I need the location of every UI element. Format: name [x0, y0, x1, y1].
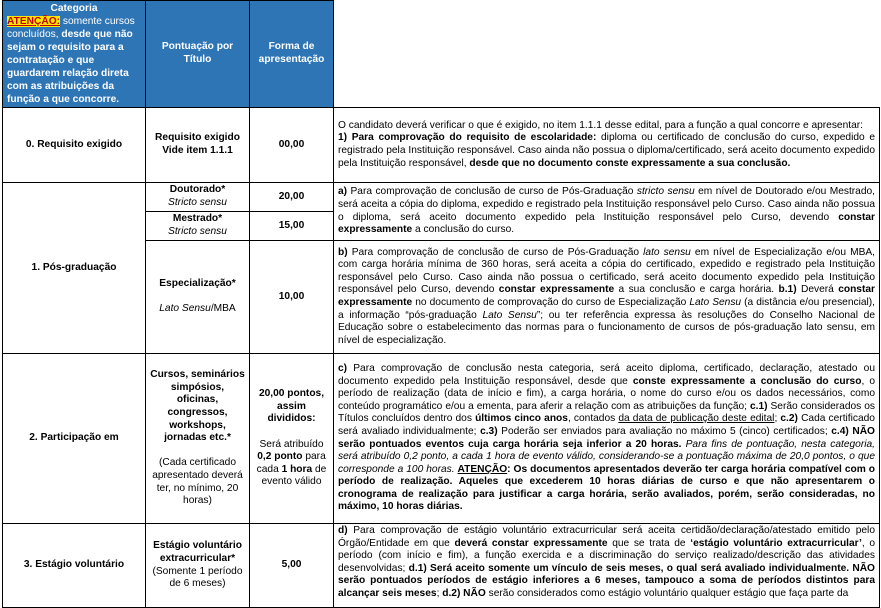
row-doutorado: [3, 183, 880, 212]
desc-requisito: [334, 108, 880, 183]
desc-text: Serão considerados os Títulos concluídos dentro dos: [338, 400, 875, 425]
row-requisito: [3, 108, 880, 183]
desc-text: , o período de realização (data de início e fim), a carga horária, o nome do curso e/ou os dados necessários, como conteúdo programático e/ou a ementa, para aferir a relação com as atribuições da função;: [338, 375, 876, 412]
category-requisito: 0. Requisito exigido: [3, 108, 146, 183]
title-text: Estágio voluntário extracurricular*: [153, 540, 242, 564]
points-text: 0,2 ponto: [257, 451, 303, 463]
title-mestrado: [146, 212, 250, 241]
desc-text: Cada certificado será avaliado individualmente;: [338, 413, 875, 437]
title-text: Cursos, seminários simpósios, oficinas, congressos, workshops, jornadas etc.*: [150, 369, 245, 444]
desc-participacao: [334, 354, 880, 524]
desc-text: a conclusão do curso.: [412, 224, 515, 236]
desc-text: a sua conclusão e carga horária.: [614, 284, 779, 296]
desc-stricto-sensu: [334, 183, 880, 241]
header-row: [3, 1, 880, 108]
points-mestrado: 15,00: [250, 212, 334, 241]
category-participacao: 2. Participação em: [3, 354, 146, 524]
desc-text: ;: [436, 587, 443, 599]
desc-text: em nível de Especialização e/ou MBA, com carga horária mínima de 360 horas, será aceita a cópia do certificado, expedido e registrado pela Instituição responsável pelo Curso. Caso ainda não possua o certificado, será aceito documento expedido pela Instituição responsável pelo Curso, devendo: [338, 246, 876, 296]
desc-text: c.1): [749, 400, 768, 412]
title-sub: /MBA: [210, 303, 236, 315]
attention-label: ATENÇÃO:: [7, 16, 61, 27]
desc-estagio: [334, 524, 880, 608]
title-participacao: [146, 354, 250, 524]
desc-text: stricto sensu: [636, 186, 695, 198]
points-doutorado: 20,00: [250, 183, 334, 212]
desc-text: Deverá: [796, 284, 839, 296]
points-text: 20,00 pontos, assim divididos:: [258, 388, 325, 425]
header-form: Forma de apresentação: [250, 1, 334, 108]
desc-text: c.2): [780, 413, 798, 425]
desc-text: Será aceito somente um vínculo de seis meses, o qual será avaliado individualmente. NÃO serão pontuados períodos de estágio inferiores a 6 meses, tampouco a soma de períodos distintos para alcançar seis meses: [338, 562, 875, 599]
title-sub: Stricto sensu: [168, 226, 227, 237]
desc-text: c.4) NÃO serão pontuados eventos cuja carga horária seja inferior a 20 horas.: [338, 425, 875, 450]
title-sub: Lato Sensu: [159, 303, 211, 315]
row-participacao: [3, 354, 880, 524]
desc-text: , contados: [567, 413, 619, 425]
points-text: para cada: [256, 451, 326, 475]
desc-text: Para fins de pontuação, nesta categoria, será atribuído 0,2 ponto, a cada 1 hora de evento válido, considerando-se a pontuação máxima de 20,0 pontos, o que corresponde a 100 horas.: [338, 438, 875, 475]
desc-text: que se trata de: [607, 537, 691, 549]
desc-text: em nível de Doutorado e/ou Mestrado, será aceita a cópia do diploma, expedido e registrado pela Instituição responsável pelo Curso. Caso ainda não possua o diploma, será aceito documento expedido pela Instituição responsável pelo Curso, devendo: [338, 186, 876, 223]
title-especializacao: [146, 241, 250, 354]
desc-text: : Os documentos apresentados deverão ter carga horária compatível com o período de realização. Aqueles que excederem 10 horas diárias de curso e que não apresentarem o cronograma de realização para justificar a carga horária, serão avaliados, porém, serão consideradas, no máximo, 10 horas diárias.: [338, 463, 875, 513]
desc-text: ‘estágio voluntário extracurricular’: [690, 537, 862, 549]
desc-text: c.3): [480, 425, 498, 437]
points-text: Será atribuído: [259, 438, 324, 450]
desc-text: Para comprovação de estágio voluntário extracurricular será aceita certidão/declaração/atestado emitido pelo Órgão/Entidade em que: [338, 525, 875, 549]
title-estagio: [146, 524, 250, 608]
header-note-1: somente cursos concluídos,: [7, 16, 135, 40]
desc-text: deverá constar expressamente: [454, 537, 608, 549]
desc-text: 1) Para comprovação do requisito de escolaridade:: [338, 132, 597, 144]
desc-text: (a distância e/ou presencial), a informação “pós-graduação: [338, 297, 876, 321]
title-text: Especialização*: [159, 278, 236, 290]
points-text: de evento válido: [261, 463, 327, 488]
desc-text: d.1): [408, 562, 427, 574]
desc-text: conste expressamente a conclusão do curso: [632, 375, 862, 387]
desc-text: constar expressamente: [338, 284, 875, 308]
desc-text: diploma ou certificado de conclusão do curso, expedido e registrado pela Instituição responsável. Caso ainda não possua o diploma/certificado, será aceito documento expedido pela Instituição responsável,: [338, 132, 875, 169]
title-sub: Stricto sensu: [168, 197, 227, 208]
title-text: Doutorado*: [169, 184, 226, 196]
points-estagio: 5,00: [250, 524, 334, 608]
desc-text: c): [338, 362, 348, 374]
title-text: Mestrado*: [172, 213, 223, 225]
desc-text: Lato Sensu: [689, 297, 742, 308]
header-category-title: Categoria: [50, 3, 98, 14]
desc-text: b): [338, 246, 348, 258]
desc-text: ;: [774, 413, 781, 425]
row-estagio: [3, 524, 880, 608]
desc-lato-sensu: [334, 241, 880, 354]
desc-text: ATENÇÃO: [457, 463, 508, 475]
desc-text: serão considerados como estágio voluntário qualquer estágio que faça parte da: [485, 587, 849, 599]
desc-text: ”; ou ter referência expressa às resoluções do Conselho Nacional de Educação sobre o estabelecimento das normas para o funcionamento de cursos de pós-graduação lato sensu, em nível de especialização.: [338, 309, 875, 346]
title-requisito: Requisito exigido Vide item 1.1.1: [146, 108, 250, 183]
desc-text: Lato Sensu: [482, 309, 537, 321]
title-doutorado: [146, 183, 250, 212]
desc-text: b.1): [778, 284, 797, 296]
desc-text: constar expressamente: [498, 284, 615, 296]
header-note-2: desde que não sejam o requisito para a contratação e que guardarem relação direta com as atribuições da função a que concorre.: [7, 29, 133, 105]
titles-table: [2, 0, 880, 608]
category-estagio: 3. Estágio voluntário: [3, 524, 146, 608]
points-participacao: [250, 354, 334, 524]
points-text: 1 hora: [281, 463, 313, 475]
desc-text: d): [338, 525, 348, 536]
desc-text: últimos cinco anos: [475, 413, 568, 425]
desc-text: d.2) NÃO: [442, 587, 486, 599]
desc-text: lato sensu: [643, 246, 691, 258]
desc-text: constar expressamente: [338, 211, 875, 236]
desc-text: , o período (com início e fim), a função exercida e a discriminação do serviço realizado/descrição das atividades desenvolvidas;: [338, 537, 875, 574]
title-note: (Somente 1 período de 6 meses): [152, 565, 243, 590]
title-note: (Cada certificado apresentado deverá ter, no mínimo, 20 horas): [152, 457, 243, 507]
desc-text: Poderão ser enviados para avaliação no máximo 5 (cinco) certificados;: [497, 425, 832, 437]
desc-text: da data de publicação deste edital: [618, 413, 775, 425]
points-requisito: 00,00: [250, 108, 334, 183]
desc-text: O candidato deverá verificar o que é exigido, no item 1.1.1 desse edital, para a função a qual concorre e apresentar:: [338, 119, 863, 131]
desc-text: a): [338, 186, 348, 198]
desc-text: desde que no documento conste expressamente a sua conclusão.: [469, 157, 791, 169]
desc-text: Para comprovação de conclusão de curso de Pós-Graduação: [347, 186, 637, 198]
desc-text: Para comprovação de conclusão de curso de Pós-Graduação: [347, 246, 644, 258]
header-category: [3, 1, 146, 108]
header-points: Pontuação por Título: [146, 1, 250, 108]
points-especializacao: 10,00: [250, 241, 334, 354]
desc-text: Para comprovação de conclusão nesta categoria, será aceito diploma, certificado, declaração, atestado ou documento expedido pela Instituição responsável, desde que: [338, 362, 875, 387]
category-pos-graduacao: 1. Pós-graduação: [3, 183, 146, 354]
desc-text: no documento de comprovação do curso de Especialização: [412, 297, 690, 308]
